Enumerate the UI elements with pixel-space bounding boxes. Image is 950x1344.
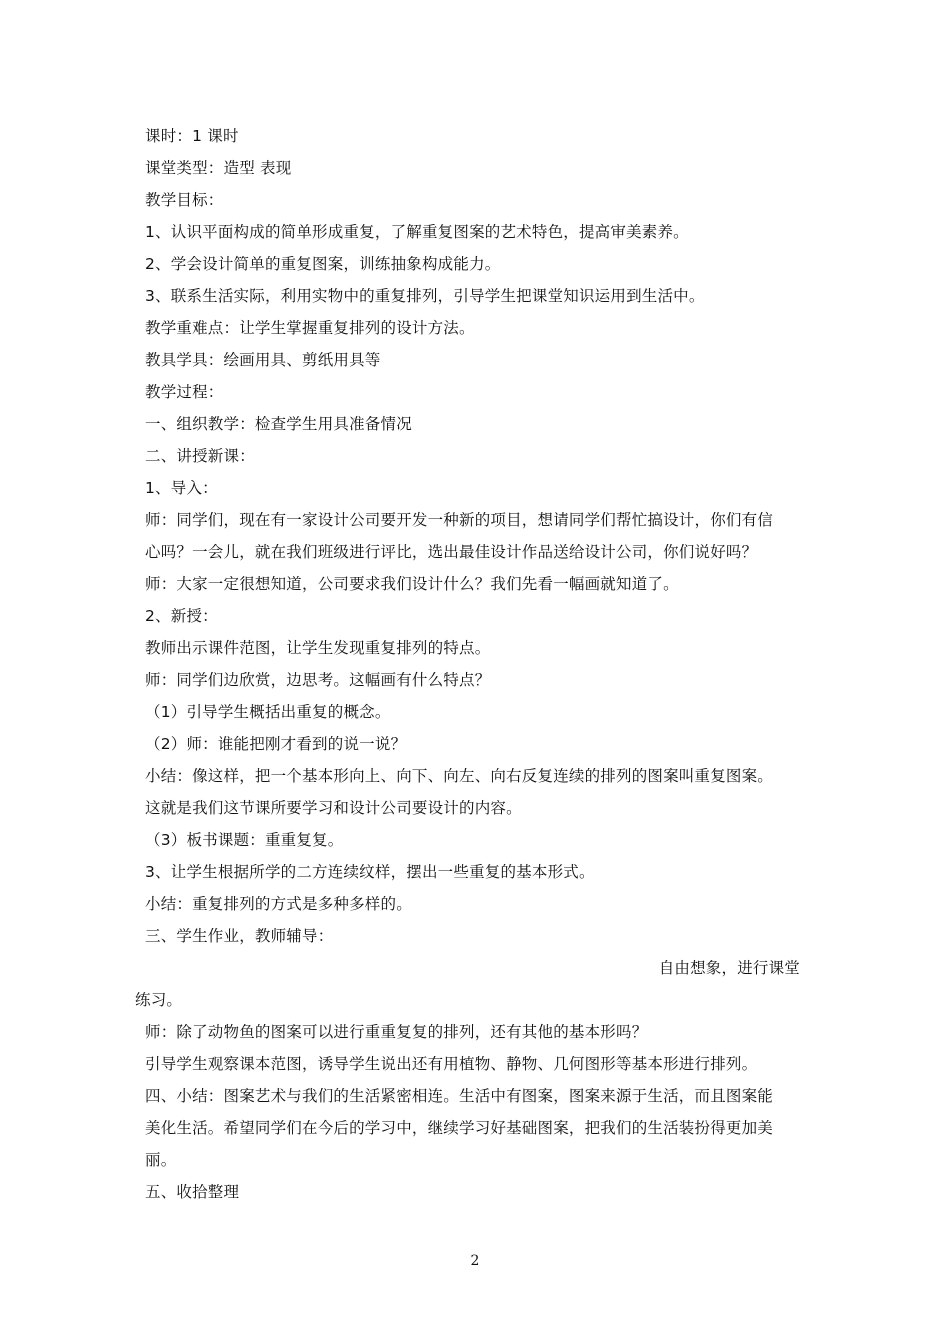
paragraph-line: 教师出示课件范图，让学生发现重复排列的特点。	[145, 639, 491, 657]
paragraph-line: （3）板书课题：重重复复。	[145, 831, 344, 849]
paragraph-line: 自由想象，进行课堂	[658, 959, 800, 977]
paragraph-line: 师：大家一定很想知道，公司要求我们设计什么？我们先看一幅画就知道了。	[145, 575, 679, 593]
paragraph-line: 引导学生观察课本范图，诱导学生说出还有用植物、静物、几何图形等基本形进行排列。	[145, 1055, 758, 1073]
section-5-line: 五、收拾整理	[145, 1183, 240, 1201]
page-number: 2	[470, 1253, 480, 1269]
lesson-type-line: 课堂类型：造型 表现	[145, 159, 292, 177]
paragraph-line: 师：除了动物鱼的图案可以进行重重复复的排列，还有其他的基本形吗？	[145, 1023, 648, 1041]
intro-heading: 1、导入：	[145, 479, 218, 497]
process-heading: 教学过程：	[145, 383, 224, 401]
class-hours-line: 课时：1 课时	[145, 127, 239, 145]
summary-line: 小结：像这样，把一个基本形向上、向下、向左、向右反复连续的排列的图案叫重复图案。	[145, 767, 774, 785]
paragraph-line: 3、让学生根据所学的二方连续纹样，摆出一些重复的基本形式。	[145, 863, 595, 881]
key-points-line: 教学重难点：让学生掌握重复排列的设计方法。	[145, 319, 475, 337]
paragraph-line: 美化生活。希望同学们在今后的学习中，继续学习好基础图案，把我们的生活装扮得更加美	[145, 1119, 774, 1137]
section-1-line: 一、组织教学：检查学生用具准备情况	[145, 415, 412, 433]
summary-line: 小结：重复排列的方式是多种多样的。	[145, 895, 412, 913]
goal-3-line: 3、联系生活实际，利用实物中的重复排列，引导学生把课堂知识运用到生活中。	[145, 287, 705, 305]
teaching-goals-heading: 教学目标：	[145, 191, 224, 209]
paragraph-line: 师：同学们边欣赏，边思考。这幅画有什么特点？	[145, 671, 491, 689]
section-3-heading: 三、学生作业，教师辅导：	[145, 927, 334, 945]
paragraph-line: （1）引导学生概括出重复的概念。	[145, 703, 391, 721]
section-4-line: 四、小结：图案艺术与我们的生活紧密相连。生活中有图案，图案来源于生活，而且图案能	[145, 1087, 774, 1105]
paragraph-line: 师：同学们，现在有一家设计公司要开发一种新的项目，想请同学们帮忙搞设计，你们有信	[145, 511, 774, 529]
paragraph-line: （2）师：谁能把刚才看到的说一说？	[145, 735, 407, 753]
new-lesson-heading: 2、新授：	[145, 607, 218, 625]
paragraph-line: 练习。	[135, 991, 183, 1009]
paragraph-line: 丽。	[145, 1151, 177, 1169]
summary-line: 这就是我们这节课所要学习和设计公司要设计的内容。	[145, 799, 522, 817]
paragraph-line: 心吗？一会儿，就在我们班级进行评比，选出最佳设计作品送给设计公司，你们说好吗？	[145, 543, 758, 561]
section-2-heading: 二、讲授新课：	[145, 447, 255, 465]
goal-2-line: 2、学会设计简单的重复图案，训练抽象构成能力。	[145, 255, 501, 273]
materials-line: 教具学具：绘画用具、剪纸用具等	[145, 351, 381, 369]
goal-1-line: 1、认识平面构成的简单形成重复，了解重复图案的艺术特色，提高审美素养。	[145, 223, 689, 241]
